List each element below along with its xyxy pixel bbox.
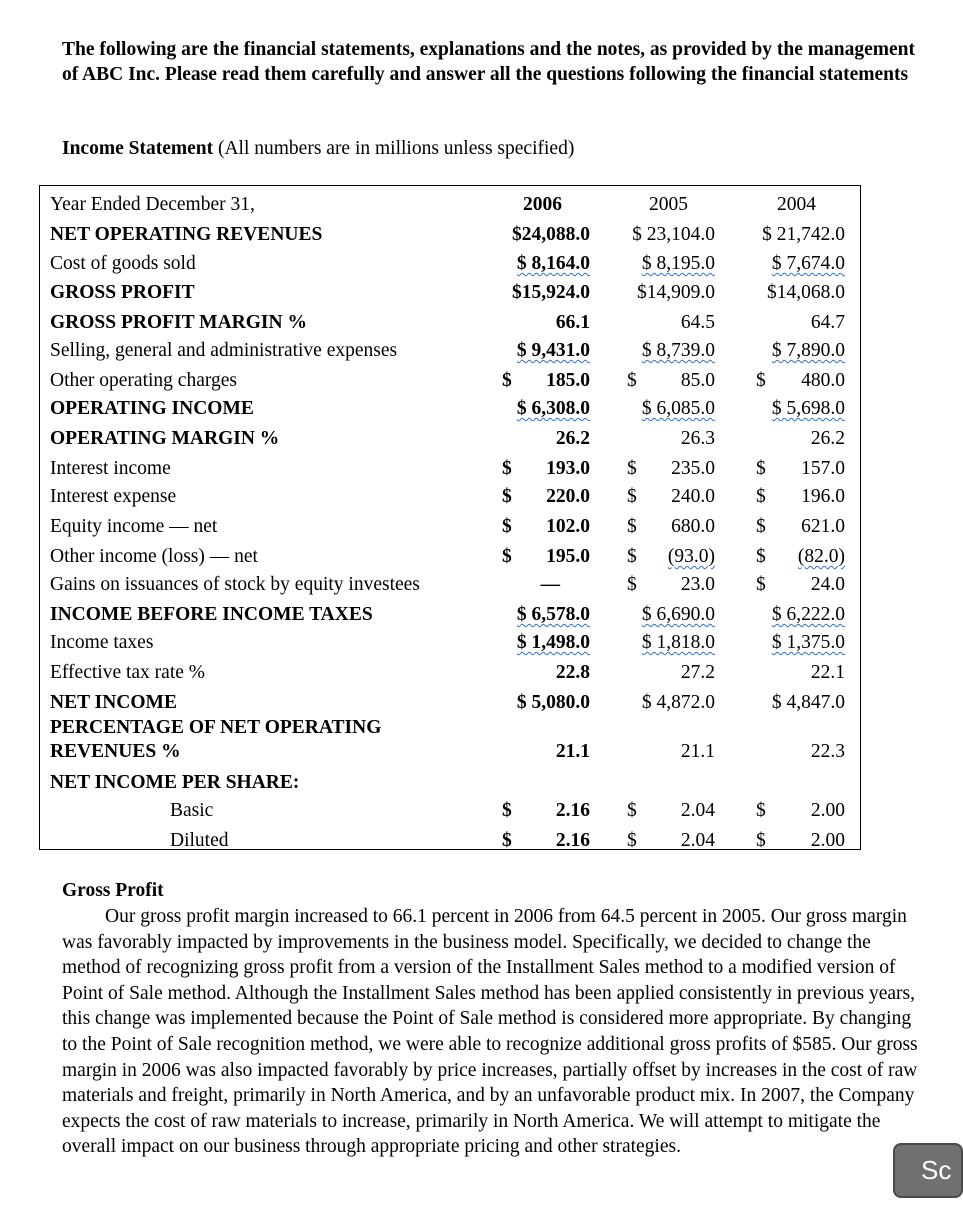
value-2005: 64.5 (680, 312, 715, 333)
dollar-sign: $ (627, 800, 637, 821)
value-2005: $ 8,739.0 (641, 340, 715, 361)
value-2006: 102.0 (546, 516, 590, 537)
dollar-sign: $ (502, 370, 512, 391)
row-label: Income taxes (50, 632, 154, 653)
value-2005: $ 1,818.0 (641, 632, 715, 653)
value-2004: $ 21,742.0 (762, 224, 845, 245)
dollar-sign: $ (756, 458, 766, 479)
dollar-sign: $ (502, 458, 512, 479)
value-2005: 26.3 (680, 428, 715, 449)
row-label: Equity income — net (50, 516, 218, 537)
row-label: OPERATING INCOME (50, 398, 254, 419)
row-label: Other operating charges (50, 370, 237, 391)
value-2005: 2.04 (680, 800, 715, 821)
value-2006: 21.1 (555, 741, 590, 762)
value-2004: 24.0 (810, 574, 845, 595)
value-2006: $24,088.0 (512, 224, 590, 245)
row-label: NET INCOME (50, 692, 177, 713)
value-2005: 27.2 (680, 662, 715, 683)
value-2004: $ 6,222.0 (771, 604, 845, 625)
value-2005: $ 8,195.0 (641, 253, 715, 274)
value-2004: 22.1 (810, 662, 845, 683)
value-2005: $14,909.0 (637, 282, 715, 303)
value-2006: 193.0 (546, 458, 590, 479)
dollar-sign: $ (756, 486, 766, 507)
value-2005: 23.0 (680, 574, 715, 595)
value-2004: 196.0 (801, 486, 845, 507)
value-2006: $ 9,431.0 (516, 340, 590, 361)
row-label: NET INCOME PER SHARE: (50, 772, 300, 793)
row-label: Basic (170, 800, 214, 821)
value-2004: $ 1,375.0 (771, 632, 845, 653)
value-2005: 680.0 (671, 516, 715, 537)
dollar-sign: $ (627, 574, 637, 595)
value-2004: 480.0 (801, 370, 845, 391)
dollar-sign: $ (502, 486, 512, 507)
value-2006: $ 1,498.0 (516, 632, 590, 653)
value-2006: $ 5,080.0 (516, 692, 590, 713)
value-2006: 22.8 (555, 662, 590, 683)
dollar-sign: $ (756, 830, 766, 851)
year-2004: 2004 (777, 194, 816, 215)
dollar-sign: $ (502, 800, 512, 821)
value-2005: 235.0 (671, 458, 715, 479)
dollar-sign: $ (627, 546, 637, 567)
value-2004: 621.0 (801, 516, 845, 537)
value-2004: 2.00 (810, 830, 845, 851)
value-2004: 26.2 (810, 428, 845, 449)
value-2004: $ 5,698.0 (771, 398, 845, 419)
intro-paragraph: The following are the financial statements, explanations and the notes, as provided by the management of ABC Inc. Please read them carefully and answer all the questions following the financial statements (62, 39, 915, 85)
statement-heading (62, 136, 574, 161)
value-2006: 2.16 (555, 830, 590, 851)
dollar-sign: $ (627, 486, 637, 507)
value-2004: 2.00 (810, 800, 845, 821)
value-2004: $ 7,890.0 (771, 340, 845, 361)
value-2005: $ 4,872.0 (641, 692, 715, 713)
gross-profit-body: Our gross profit margin increased to 66.1 percent in 2006 from 64.5 percent in 2005. Our gross margin was favorably impacted by improvements in the business model. Specifically, we decided to change the method of recognizing gross profit from a version of the Installment Sales method to a modified version of Point of Sale method. Although the Installment Sales method has been applied consistently in previous years, this change was implemented because the Point of Sale method is considered more appropriate. By changing to the Point of Sale recognition method, we were able to recognize additional gross profits of $585. Our gross margin in 2006 was also impacted favorably by price increases, partially offset by increases in the cost of raw materials and freight, primarily in North America, and by an unfavorable product mix. In 2007, the Company expects the cost of raw materials to increase, primarily in North America. We will attempt to mitigate the overall impact on our business through appropriate pricing and other strategies. (62, 906, 918, 1158)
value-2006: 26.2 (555, 428, 590, 449)
dollar-sign: $ (502, 546, 512, 567)
value-2006: 220.0 (546, 486, 590, 507)
value-2006: 2.16 (555, 800, 590, 821)
value-2006: $ 8,164.0 (516, 253, 590, 274)
row-label: Other income (loss) — net (50, 546, 258, 567)
year-2006: 2006 (523, 194, 562, 215)
value-2004: 64.7 (810, 312, 845, 333)
dollar-sign: $ (502, 830, 512, 851)
statement-note: (All numbers are in millions unless specified) (217, 138, 575, 159)
value-2004: $14,068.0 (767, 282, 845, 303)
gross-profit-title: Gross Profit (62, 880, 164, 901)
value-2005: $ 6,690.0 (641, 604, 715, 625)
row-label-continued: REVENUES % (50, 741, 181, 762)
value-2006: — (540, 574, 560, 595)
row-label: GROSS PROFIT (50, 282, 195, 303)
header-label: Year Ended December 31, (50, 194, 255, 215)
value-2005: $ 6,085.0 (641, 398, 715, 419)
income-statement-table (39, 185, 861, 850)
value-2004: $ 7,674.0 (771, 253, 845, 274)
dollar-sign: $ (756, 574, 766, 595)
value-2006: $15,924.0 (512, 282, 590, 303)
row-label: NET OPERATING REVENUES (50, 224, 323, 245)
dollar-sign: $ (627, 458, 637, 479)
dollar-sign: $ (756, 370, 766, 391)
value-2006: $ 6,308.0 (516, 398, 590, 419)
dollar-sign: $ (756, 800, 766, 821)
row-label: Effective tax rate % (50, 662, 206, 683)
value-2006: $ 6,578.0 (516, 604, 590, 625)
row-label: Interest income (50, 458, 171, 479)
value-2005: (93.0) (667, 546, 715, 567)
row-label: Cost of goods sold (50, 253, 196, 274)
value-2005: 21.1 (680, 741, 715, 762)
value-2005: 240.0 (671, 486, 715, 507)
dollar-sign: $ (627, 516, 637, 537)
value-2004: (82.0) (797, 546, 845, 567)
corner-button[interactable]: Sc (893, 1143, 963, 1198)
dollar-sign: $ (756, 546, 766, 567)
row-label: Interest expense (50, 486, 177, 507)
value-2006: 66.1 (555, 312, 590, 333)
statement-title: Income Statement (62, 138, 214, 159)
value-2004: 157.0 (801, 458, 845, 479)
row-label: Selling, general and administrative expenses (50, 340, 398, 361)
value-2006: 195.0 (546, 546, 590, 567)
value-2005: $ 23,104.0 (632, 224, 715, 245)
value-2004: 22.3 (810, 741, 845, 762)
row-label: OPERATING MARGIN % (50, 428, 280, 449)
value-2006: 185.0 (546, 370, 590, 391)
row-label: GROSS PROFIT MARGIN % (50, 312, 307, 333)
dollar-sign: $ (502, 516, 512, 537)
year-2005: 2005 (649, 194, 688, 215)
row-label: Diluted (170, 830, 229, 851)
value-2005: 85.0 (680, 370, 715, 391)
row-label: INCOME BEFORE INCOME TAXES (50, 604, 373, 625)
dollar-sign: $ (627, 830, 637, 851)
row-label: Gains on issuances of stock by equity investees (50, 574, 420, 595)
dollar-sign: $ (756, 516, 766, 537)
value-2004: $ 4,847.0 (771, 692, 845, 713)
dollar-sign: $ (627, 370, 637, 391)
value-2005: 2.04 (680, 830, 715, 851)
row-label: PERCENTAGE OF NET OPERATING (50, 717, 382, 738)
